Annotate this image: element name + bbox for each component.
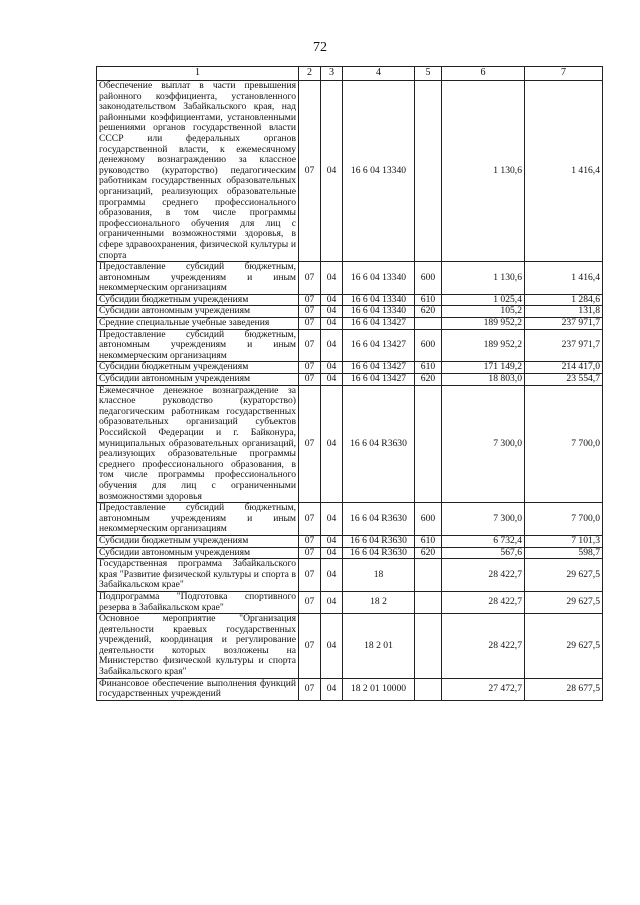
column-header: 3 — [321, 67, 343, 81]
section-code-cell: 07 — [299, 81, 321, 262]
section-code-cell: 07 — [299, 559, 321, 592]
amount-year1-cell: 105,2 — [442, 306, 525, 318]
target-article-cell: 16 6 04 R3630 — [343, 503, 415, 536]
amount-year2-cell: 237 971,7 — [525, 318, 603, 330]
table-row — [97, 374, 603, 386]
table-row — [97, 535, 603, 547]
target-article-cell: 18 2 01 10000 — [343, 678, 415, 700]
row-name-cell: Средние специальные учебные заведения — [97, 318, 299, 330]
table-row — [97, 318, 603, 330]
row-name-cell: Субсидии автономным учреждениям — [97, 306, 299, 318]
subsection-code-cell: 04 — [321, 306, 343, 318]
amount-year1-cell: 18 803,0 — [442, 374, 525, 386]
section-code-cell: 07 — [299, 318, 321, 330]
amount-year1-cell: 1 130,6 — [442, 81, 525, 262]
expense-type-cell — [415, 678, 442, 700]
amount-year1-cell: 28 422,7 — [442, 559, 525, 592]
section-code-cell: 07 — [299, 503, 321, 536]
amount-year1-cell: 1 025,4 — [442, 294, 525, 306]
subsection-code-cell: 04 — [321, 374, 343, 386]
expense-type-cell: 600 — [415, 262, 442, 295]
subsection-code-cell: 04 — [321, 503, 343, 536]
table-row — [97, 678, 603, 700]
row-name-cell: Субсидии бюджетным учреждениям — [97, 535, 299, 547]
amount-year1-cell: 171 149,2 — [442, 362, 525, 374]
amount-year1-cell: 28 422,7 — [442, 614, 525, 679]
row-name-cell: Субсидии бюджетным учреждениям — [97, 362, 299, 374]
amount-year2-cell: 131,8 — [525, 306, 603, 318]
budget-table — [96, 66, 603, 701]
amount-year2-cell: 214 417,0 — [525, 362, 603, 374]
amount-year2-cell: 598,7 — [525, 547, 603, 559]
expense-type-cell: 610 — [415, 535, 442, 547]
row-name-cell: Субсидии автономным учреждениям — [97, 547, 299, 559]
column-header: 6 — [442, 67, 525, 81]
column-header: 1 — [97, 67, 299, 81]
expense-type-cell: 610 — [415, 362, 442, 374]
subsection-code-cell: 04 — [321, 81, 343, 262]
expense-type-cell — [415, 559, 442, 592]
table-row — [97, 362, 603, 374]
table-row — [97, 591, 603, 613]
amount-year2-cell: 237 971,7 — [525, 329, 603, 362]
amount-year2-cell: 29 627,5 — [525, 591, 603, 613]
target-article-cell: 18 — [343, 559, 415, 592]
amount-year1-cell: 6 732,4 — [442, 535, 525, 547]
table-row — [97, 503, 603, 536]
subsection-code-cell: 04 — [321, 547, 343, 559]
section-code-cell: 07 — [299, 385, 321, 503]
row-name-cell: Государственная программа Забайкальского края "Развитие физической культуры и спорта в Забайкальском крае" — [97, 559, 299, 592]
column-header: 2 — [299, 67, 321, 81]
column-header: 7 — [525, 67, 603, 81]
subsection-code-cell: 04 — [321, 318, 343, 330]
target-article-cell: 16 6 04 13340 — [343, 294, 415, 306]
amount-year2-cell: 7 700,0 — [525, 503, 603, 536]
table-row — [97, 547, 603, 559]
expense-type-cell: 610 — [415, 294, 442, 306]
expense-type-cell: 600 — [415, 503, 442, 536]
table-row — [97, 81, 603, 262]
amount-year1-cell: 7 300,0 — [442, 385, 525, 503]
target-article-cell: 16 6 04 13427 — [343, 374, 415, 386]
row-name-cell: Предоставление субсидий бюджетным, автономным учреждениям и иным некоммерческим организациям — [97, 262, 299, 295]
table-row — [97, 262, 603, 295]
section-code-cell: 07 — [299, 329, 321, 362]
section-code-cell: 07 — [299, 535, 321, 547]
expense-type-cell — [415, 385, 442, 503]
section-code-cell: 07 — [299, 262, 321, 295]
subsection-code-cell: 04 — [321, 559, 343, 592]
row-name-cell: Ежемесячное денежное вознаграждение за классное руководство (кураторство) педагогическим работникам государственных образовательных организаций субъектов Российской Федерации и г. Байконура, муниципальных образовательных организаций, реализующих образовательные программы среднего профессионального образования, в том числе программы профессионального обучения для лиц с ограниченными возможностями здоровья — [97, 385, 299, 503]
section-code-cell: 07 — [299, 591, 321, 613]
amount-year2-cell: 1 284,6 — [525, 294, 603, 306]
expense-type-cell: 620 — [415, 547, 442, 559]
amount-year2-cell: 23 554,7 — [525, 374, 603, 386]
amount-year1-cell: 189 952,2 — [442, 329, 525, 362]
amount-year2-cell: 29 627,5 — [525, 559, 603, 592]
amount-year1-cell: 28 422,7 — [442, 591, 525, 613]
subsection-code-cell: 04 — [321, 262, 343, 295]
target-article-cell: 18 2 01 — [343, 614, 415, 679]
amount-year2-cell: 28 677,5 — [525, 678, 603, 700]
target-article-cell: 16 6 04 13340 — [343, 81, 415, 262]
target-article-cell: 16 6 04 R3630 — [343, 385, 415, 503]
target-article-cell: 16 6 04 13427 — [343, 362, 415, 374]
table-row — [97, 559, 603, 592]
row-name-cell: Основное мероприятие "Организация деятельности краевых государственных учреждений, координация и регулирование деятельности которых возложены на Министерство физической культуры и спорта Забайкальского края" — [97, 614, 299, 679]
amount-year2-cell: 29 627,5 — [525, 614, 603, 679]
amount-year1-cell: 1 130,6 — [442, 262, 525, 295]
amount-year1-cell: 7 300,0 — [442, 503, 525, 536]
table-body — [97, 81, 603, 701]
section-code-cell: 07 — [299, 614, 321, 679]
row-name-cell: Субсидии бюджетным учреждениям — [97, 294, 299, 306]
amount-year1-cell: 567,6 — [442, 547, 525, 559]
table-row — [97, 385, 603, 503]
target-article-cell: 16 6 04 13427 — [343, 329, 415, 362]
page-number: 72 — [313, 40, 327, 55]
row-name-cell: Субсидии автономным учреждениям — [97, 374, 299, 386]
subsection-code-cell: 04 — [321, 362, 343, 374]
expense-type-cell: 620 — [415, 374, 442, 386]
section-code-cell: 07 — [299, 374, 321, 386]
section-code-cell: 07 — [299, 306, 321, 318]
section-code-cell: 07 — [299, 547, 321, 559]
subsection-code-cell: 04 — [321, 329, 343, 362]
expense-type-cell — [415, 81, 442, 262]
amount-year1-cell: 27 472,7 — [442, 678, 525, 700]
subsection-code-cell: 04 — [321, 535, 343, 547]
table-row — [97, 329, 603, 362]
target-article-cell: 18 2 — [343, 591, 415, 613]
subsection-code-cell: 04 — [321, 678, 343, 700]
amount-year1-cell: 189 952,2 — [442, 318, 525, 330]
row-name-cell: Финансовое обеспечение выполнения функций государственных учреждений — [97, 678, 299, 700]
target-article-cell: 16 6 04 13340 — [343, 262, 415, 295]
amount-year2-cell: 7 700,0 — [525, 385, 603, 503]
amount-year2-cell: 7 101,3 — [525, 535, 603, 547]
column-header: 5 — [415, 67, 442, 81]
expense-type-cell — [415, 318, 442, 330]
amount-year2-cell: 1 416,4 — [525, 81, 603, 262]
row-name-cell: Предоставление субсидий бюджетным, автономным учреждениям и иным некоммерческим организациям — [97, 329, 299, 362]
row-name-cell: Обеспечение выплат в части превышения районного коэффициента, установленного законодательством Забайкальского края, над районными коэффициентами, установленными решениями органов государственной власти СССР или федеральных органов государственной власти, к ежемесячному денежному вознаграждению за классное руководство (кураторство) педагогическим работникам государственных образовательных организаций, реализующих образовательные программы среднего профессионального образования, в том числе программы профессионального обучения для лиц с ограниченными возможностями здоровья, в сфере здравоохранения, физической культуры и спорта — [97, 81, 299, 262]
subsection-code-cell: 04 — [321, 614, 343, 679]
target-article-cell: 16 6 04 R3630 — [343, 547, 415, 559]
header-row — [97, 67, 603, 81]
subsection-code-cell: 04 — [321, 385, 343, 503]
target-article-cell: 16 6 04 R3630 — [343, 535, 415, 547]
column-header: 4 — [343, 67, 415, 81]
subsection-code-cell: 04 — [321, 294, 343, 306]
section-code-cell: 07 — [299, 362, 321, 374]
section-code-cell: 07 — [299, 294, 321, 306]
amount-year2-cell: 1 416,4 — [525, 262, 603, 295]
table-row — [97, 306, 603, 318]
table-row — [97, 294, 603, 306]
expense-type-cell: 600 — [415, 329, 442, 362]
row-name-cell: Подпрограмма "Подготовка спортивного резерва в Забайкальском крае" — [97, 591, 299, 613]
section-code-cell: 07 — [299, 678, 321, 700]
expense-type-cell — [415, 591, 442, 613]
target-article-cell: 16 6 04 13427 — [343, 318, 415, 330]
subsection-code-cell: 04 — [321, 591, 343, 613]
target-article-cell: 16 6 04 13340 — [343, 306, 415, 318]
table-row — [97, 614, 603, 679]
row-name-cell: Предоставление субсидий бюджетным, автономным учреждениям и иным некоммерческим организациям — [97, 503, 299, 536]
expense-type-cell — [415, 614, 442, 679]
expense-type-cell: 620 — [415, 306, 442, 318]
